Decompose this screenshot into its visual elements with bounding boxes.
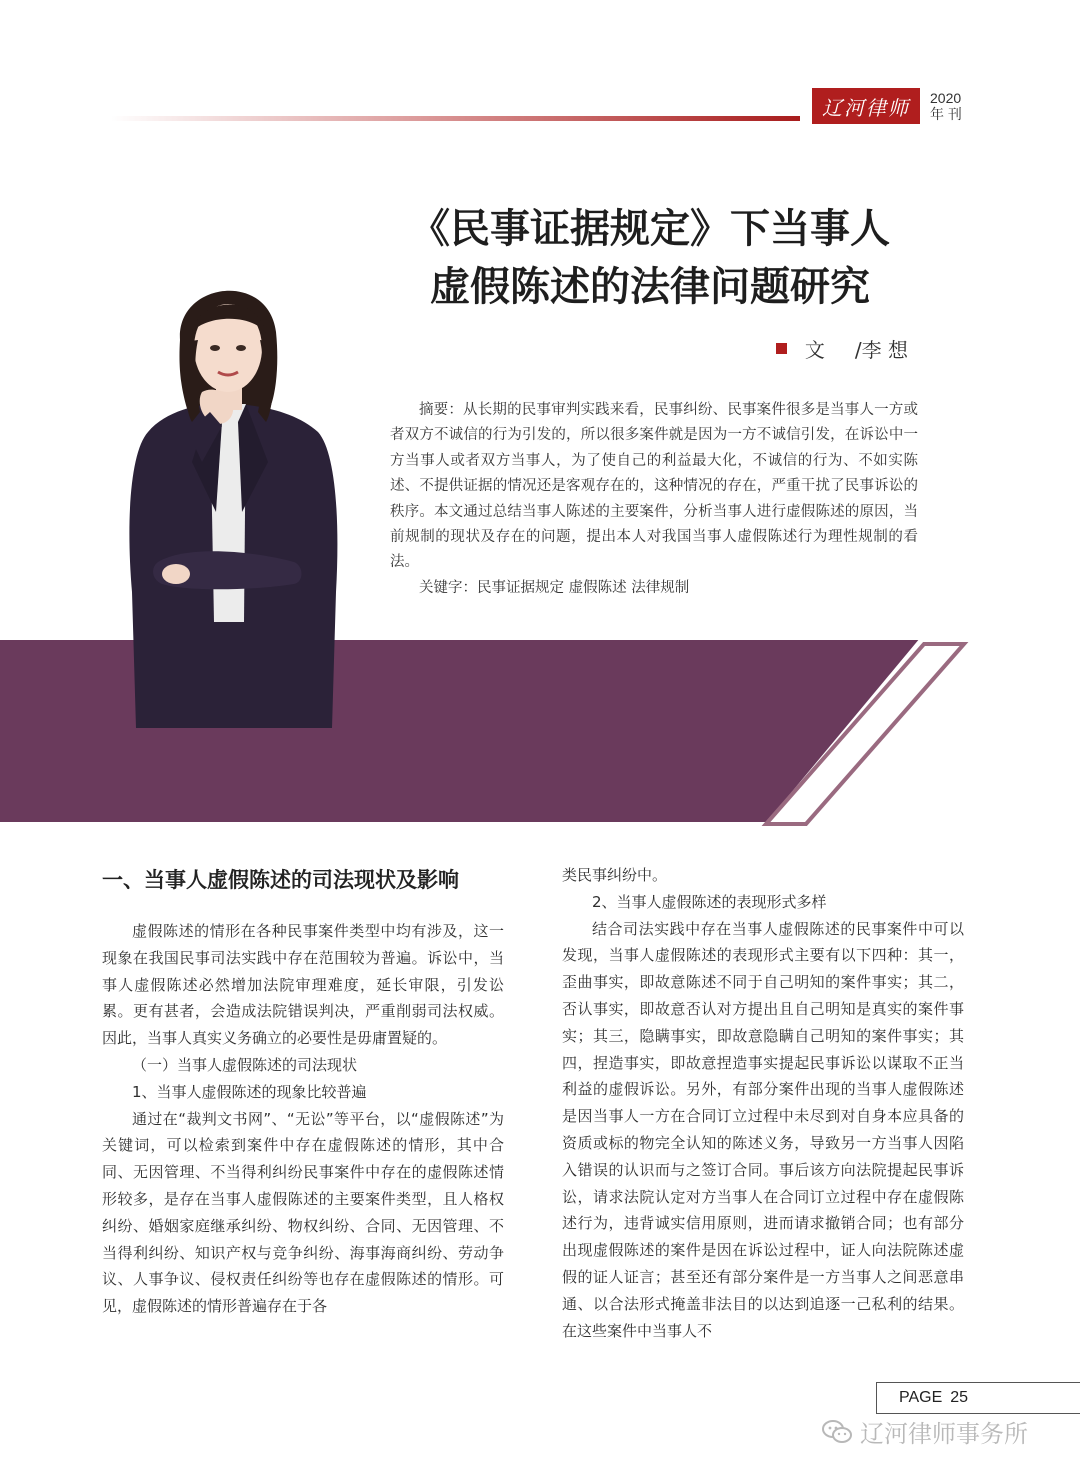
page-number: 25	[950, 1389, 969, 1406]
watermark	[822, 1414, 1028, 1449]
right-column	[562, 862, 964, 1344]
wechat-icon	[822, 1419, 852, 1445]
journal-year: 2020	[930, 90, 962, 106]
byline	[776, 334, 908, 363]
abstract-text: 摘要：从长期的民事审判实践来看，民事纠纷、民事案件很多是当事人一方或者双方不诚信的行为引发的，所以很多案件就是因为一方不诚信引发，在诉讼中一方当事人或者双方当事人，为了使自己的利益最大化，不诚信的行为、不如实陈述、不提供证据的情况还是客观存在的，这种情况的存在，严重干扰了民事诉讼的秩序。本文通过总结当事人陈述的主要案件，分析当事人进行虚假陈述的原因，当前规制的现状及存在的问题，提出本人对我国当事人虚假陈述行为理性规制的看法。	[390, 402, 918, 571]
page-label: PAGE	[899, 1389, 943, 1406]
watermark-text: 辽河律师事务所	[860, 1420, 1028, 1448]
byline-square-icon	[776, 343, 787, 354]
left-subheading-2: 1、当事人虚假陈述的现象比较普遍	[132, 1082, 367, 1101]
page-number-box	[876, 1382, 1080, 1414]
byline-prefix: 文	[804, 338, 825, 362]
left-subheading-1: （一）当事人虚假陈述的司法现状	[132, 1055, 358, 1074]
byline-author: /李 想	[854, 338, 908, 362]
diagonal-stripe	[760, 636, 990, 832]
left-paragraph-1: 虚假陈述的情形在各种民事案件类型中均有涉及，这一现象在我国民事司法实践中存在范围较为普遍。诉讼中，当事人虚假陈述必然增加法院审理难度，延长审限，引发讼累。更有甚者，会造成法院错误判决，严重削弱司法权威。因此，当事人真实义务确立的必要性是毋庸置疑的。	[102, 922, 504, 1048]
left-paragraph-2: 通过在“裁判文书网”、“无讼”等平台，以“虚假陈述”为关键词，可以检索到案件中存在虚假陈述的情形，其中合同、无因管理、不当得利纠纷民事案件中存在的虚假陈述情形较多，是存在当事人虚假陈述的主要案件类型，且人格权纠纷、婚姻家庭继承纠纷、物权纠纷、合同、无因管理、不当得利纠纷、知识产权与竞争纠纷、海事海商纠纷、劳动争议、人事争议、侵权责任纠纷等也存在虚假陈述的情形。可见，虚假陈述的情形普遍存在于各	[102, 1109, 504, 1316]
title-line-1: 《民事证据规定》下当事人	[410, 206, 890, 252]
journal-year-block	[930, 90, 962, 122]
author-portrait	[118, 262, 348, 728]
header-rule	[110, 116, 800, 121]
keywords-text: 关键字：民事证据规定 虚假陈述 法律规制	[419, 579, 690, 596]
journal-badge: 辽河律师	[812, 88, 920, 124]
right-paragraph-0: 类民事纠纷中。	[562, 866, 668, 884]
abstract-block	[390, 398, 918, 601]
section-heading: 一、当事人虚假陈述的司法现状及影响	[102, 868, 459, 892]
right-subheading: 2、当事人虚假陈述的表现形式多样	[592, 892, 827, 911]
right-paragraph-1: 结合司法实践中存在当事人虚假陈述的民事案件中可以发现，当事人虚假陈述的表现形式主要有以下四种：其一，歪曲事实，即故意陈述不同于自己明知的案件事实；其二，否认事实，即故意否认对方提出且自己明知是真实的案件事实；其三，隐瞒事实，即故意隐瞒自己明知的案件事实；其四，捏造事实，即故意捏造事实提起民事诉讼以谋取不正当利益的虚假诉讼。另外，有部分案件出现的当事人虚假陈述是因当事人一方在合同订立过程中未尽到对自身本应具备的资质或标的物完全认知的陈述义务，导致另一方当事人因陷入错误的认识而与之签订合同。事后该方向法院提起民事诉讼，请求法院认定对方当事人在合同订立过程中存在虚假陈述行为，违背诚实信用原则，进而请求撤销合同；也有部分出现虚假陈述的案件是因在诉讼过程中，证人向法院陈述虚假的证人证言；甚至还有部分案件是一方当事人之间恶意串通、以合法形式掩盖非法目的以达到追逐一己私利的结果。在这些案件中当事人不	[562, 919, 964, 1340]
left-column	[102, 918, 504, 1320]
journal-issue: 年 刊	[930, 106, 962, 122]
article-title	[360, 200, 940, 316]
title-line-2: 虚假陈述的法律问题研究	[430, 264, 870, 310]
